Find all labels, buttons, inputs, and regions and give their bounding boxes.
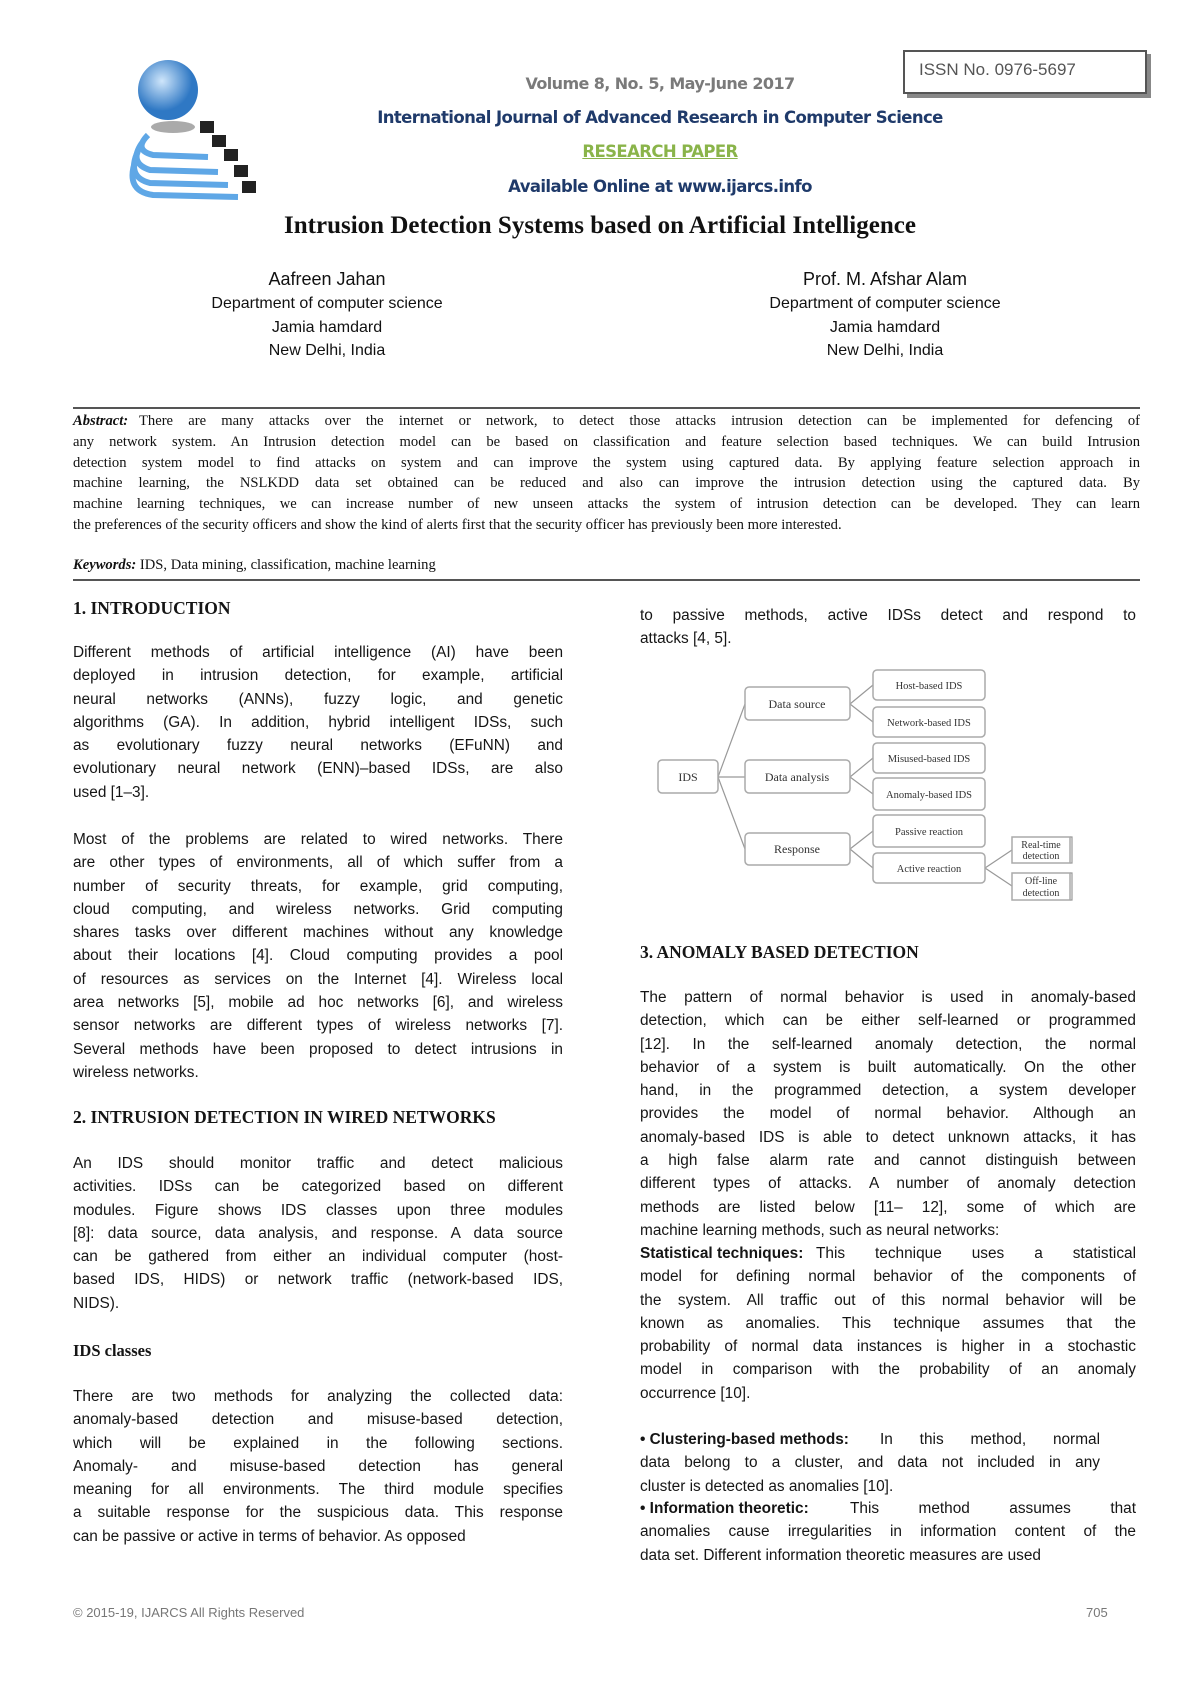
text-line: evolutionary neural network (ENN)–based IDSs, are also [73, 760, 563, 778]
text-line: wireless networks. [73, 1063, 199, 1081]
ids-classes-diagram [640, 660, 1100, 920]
text-line: neural networks (ANNs), fuzzy logic, and genetic [73, 690, 563, 708]
clustering-paragraph [640, 1428, 1100, 1498]
diagram-label: Real-time [1021, 840, 1061, 851]
text-line: number of security threats, for example, grid computing, [73, 877, 563, 895]
term-label: • Information theoretic: [640, 1500, 809, 1517]
paragraph [640, 986, 1136, 1242]
text-line: provides the model of normal behavior. Although an [640, 1105, 1136, 1123]
paper-title: Intrusion Detection Systems based on Artificial Intelligence [284, 212, 916, 239]
text-line: anomalies cause irregularities in information content of the [640, 1523, 1136, 1541]
page-number: 705 [1086, 1605, 1108, 1620]
diagram-label: Network-based IDS [887, 718, 971, 729]
text-line: anomaly-based IDS is able to detect unknown attacks, it has [640, 1128, 1136, 1146]
section-heading-introduction: 1. INTRODUCTION [73, 598, 231, 618]
paragraph [73, 1385, 563, 1548]
paper-type-link[interactable] [300, 142, 1020, 161]
text-line: There are two methods for analyzing the collected data: [73, 1388, 563, 1405]
text-line: different types of attacks. A number of anomaly detection [640, 1175, 1136, 1193]
author-location: New Delhi, India [826, 342, 944, 359]
diagram-label: Anomaly-based IDS [885, 790, 973, 801]
volume-info: Volume 8, No. 5, May-June 2017 [525, 74, 795, 93]
text-line: which will be explained in the following sections. [73, 1434, 563, 1452]
issn-box: ISSN No. 0976-5697 [903, 50, 1147, 94]
abstract-label: Abstract: [73, 413, 129, 429]
text-line: There are many attacks over the internet or network, to detect those attacks intrusion detection can be implemented for defencing of [139, 413, 1140, 429]
text-line: deployed in intrusion detection, for example, artificial [73, 667, 563, 685]
text-line: a suitable response for the suspicious data. This response [73, 1504, 563, 1522]
text-line: about their locations [4]. Cloud computing provides a pool [73, 947, 563, 965]
author-1 [117, 266, 537, 363]
diagram-label: Off-line [1024, 876, 1058, 887]
text-line: In this method, normal [880, 1431, 1100, 1448]
text-line: activities. IDSs can be categorized based on different [73, 1178, 563, 1196]
text-line: a high false alarm rate and cannot distinguish between [640, 1152, 1136, 1170]
text-line: of resources as services on the Internet [4]. Wireless local [73, 970, 563, 988]
diagram-label: Host-based IDS [895, 681, 963, 692]
text-line: [12]. In the self-learned anomaly detection, the normal [640, 1035, 1136, 1053]
divider [73, 579, 1140, 581]
author-dept: Department of computer science [211, 295, 443, 312]
text-line: occurrence [10]. [640, 1384, 751, 1402]
statistical-techniques-paragraph [640, 1242, 1136, 1405]
author-org: Jamia hamdard [829, 318, 941, 336]
text-line: used [1–3]. [73, 783, 150, 801]
text-line: area networks [5], mobile ad hoc networks [6], and wireless [73, 994, 563, 1012]
paragraph [73, 641, 563, 804]
term-label: • Clustering-based methods: [640, 1431, 849, 1448]
text-line: data set. Different information theoretic measures are used [640, 1546, 1041, 1564]
text-line: NIDS). [73, 1294, 120, 1312]
text-line: shares tasks over different machines without any knowledge [73, 924, 563, 942]
text-line: cluster is detected as anomalies [10]. [640, 1477, 894, 1495]
paragraph [640, 604, 1136, 651]
text-line: This technique uses a statistical [816, 1245, 1136, 1262]
diagram-label: Passive reaction [895, 827, 963, 838]
text-line: meaning for all environments. The third module specifies [73, 1481, 563, 1499]
text-line: the system. All traffic out of this normal behavior will be [640, 1291, 1136, 1309]
abstract-text [73, 411, 1140, 536]
diagram-label: IDS [678, 770, 698, 784]
keywords [73, 557, 436, 574]
paragraph [73, 1152, 563, 1315]
text-line: sensor networks are different types of wireless networks [7]. [73, 1017, 563, 1035]
text-line: behavior of a system is built automatically. On the other [640, 1058, 1136, 1076]
text-line: Several methods have been proposed to detect intrusions in [73, 1040, 563, 1058]
text-line: cloud computing, and wireless networks. Grid computing [73, 900, 563, 918]
keywords-label: Keywords: [73, 557, 137, 573]
text-line: This method assumes that [850, 1500, 1136, 1517]
text-line: detection system model to find attacks on system and can improve the system using captured data. By applying feature selection approach in [73, 454, 1140, 471]
author-2 [675, 266, 1095, 363]
author-name: Prof. M. Afshar Alam [802, 269, 968, 289]
diagram-label: Data source [768, 697, 826, 711]
text-line: can be gathered from either an individual computer (host- [73, 1248, 563, 1266]
abstract [73, 411, 1140, 536]
text-line: An IDS should monitor traffic and detect malicious [73, 1155, 563, 1172]
text-line: are other types of environments, all of which suffer from a [73, 854, 563, 872]
diagram-label: Active reaction [896, 864, 962, 875]
text-line: hand, in the programmed detection, a system developer [640, 1082, 1136, 1100]
text-line: anomaly-based detection and misuse-based detection, [73, 1411, 563, 1429]
text-line: probability of normal data instances is higher in a stochastic [640, 1338, 1136, 1356]
text-line: based IDS, HIDS) or network traffic (network-based IDS, [73, 1271, 563, 1289]
paragraph [640, 1242, 1136, 1405]
subheading-ids-classes: IDS classes [73, 1341, 152, 1360]
journal-name: International Journal of Advanced Research in Computer Science [377, 108, 943, 127]
diagram-label: detection [1022, 888, 1060, 899]
text-line: the preferences of the security officers and show the kind of alerts first that the security officer has previously been more interested. [73, 516, 842, 533]
text-line: to passive methods, active IDSs detect and respond to [640, 607, 1136, 624]
availability-link[interactable]: Available Online at www.ijarcs.info [508, 177, 812, 196]
text-line: known as anomalies. This technique assumes that the [640, 1314, 1136, 1332]
text-line: can be passive or active in terms of behavior. As opposed [73, 1527, 466, 1545]
text-line: machine learning methods, such as neural networks: [640, 1221, 1000, 1239]
copyright: © 2015-19, IJARCS All Rights Reserved [73, 1605, 305, 1620]
information-theoretic-paragraph [640, 1497, 1136, 1567]
text-line: detection, which can be either self-learned or programmed [640, 1012, 1136, 1030]
section-heading-wired-networks: 2. INTRUSION DETECTION IN WIRED NETWORKS [73, 1107, 496, 1127]
text-line: model in comparison with the probability of an anomaly [640, 1361, 1136, 1379]
paragraph [73, 828, 563, 1084]
text-line: as evolutionary fuzzy neural networks (EFuNN) and [73, 737, 563, 755]
text-line: machine learning, the NSLKDD data set obtained can be reduced and also can improve the intrusion detection using the captured data. By [73, 475, 1140, 492]
text-line: attacks [4, 5]. [640, 630, 732, 648]
author-name: Aafreen Jahan [268, 269, 386, 289]
section-heading-anomaly-detection: 3. ANOMALY BASED DETECTION [640, 942, 919, 962]
text-line: The pattern of normal behavior is used in anomaly-based [640, 989, 1136, 1006]
journal-logo [128, 55, 258, 200]
text-line: Anomaly- and misuse-based detection has general [73, 1457, 563, 1475]
text-line: algorithms (GA). In addition, hybrid intelligent IDSs, such [73, 713, 563, 731]
divider [73, 407, 1140, 409]
text-line: [8]: data source, data analysis, and response. A data source [73, 1224, 563, 1242]
author-org: Jamia hamdard [271, 318, 383, 336]
text-line: methods are listed below [11– 12], some of which are [640, 1198, 1136, 1216]
author-location: New Delhi, India [268, 342, 386, 359]
text-line: modules. Figure shows IDS classes upon three modules [73, 1201, 563, 1219]
author-dept: Department of computer science [769, 295, 1001, 312]
paper-type-label: RESEARCH PAPER [582, 142, 738, 161]
text-line: Different methods of artificial intelligence (AI) have been [73, 644, 563, 661]
keywords-text: IDS, Data mining, classification, machine learning [139, 557, 436, 573]
diagram-label: detection [1022, 851, 1060, 862]
text-line: machine learning techniques, we can increase number of new unseen attacks the system of intrusion detection can be developed. They can learn [73, 496, 1140, 513]
diagram-label: Response [774, 842, 820, 856]
diagram-label: Misused-based IDS [887, 754, 971, 765]
text-line: model for defining normal behavior of the components of [640, 1268, 1136, 1286]
text-line: data belong to a cluster, and data not included in any [640, 1454, 1100, 1472]
text-line: any network system. An Intrusion detection model can be based on classification and feature selection based techniques. We can build Intrusion [73, 433, 1140, 450]
text-line: Most of the problems are related to wired networks. There [73, 831, 563, 848]
term-label: Statistical techniques: [640, 1245, 804, 1262]
diagram-label: Data analysis [764, 770, 830, 784]
